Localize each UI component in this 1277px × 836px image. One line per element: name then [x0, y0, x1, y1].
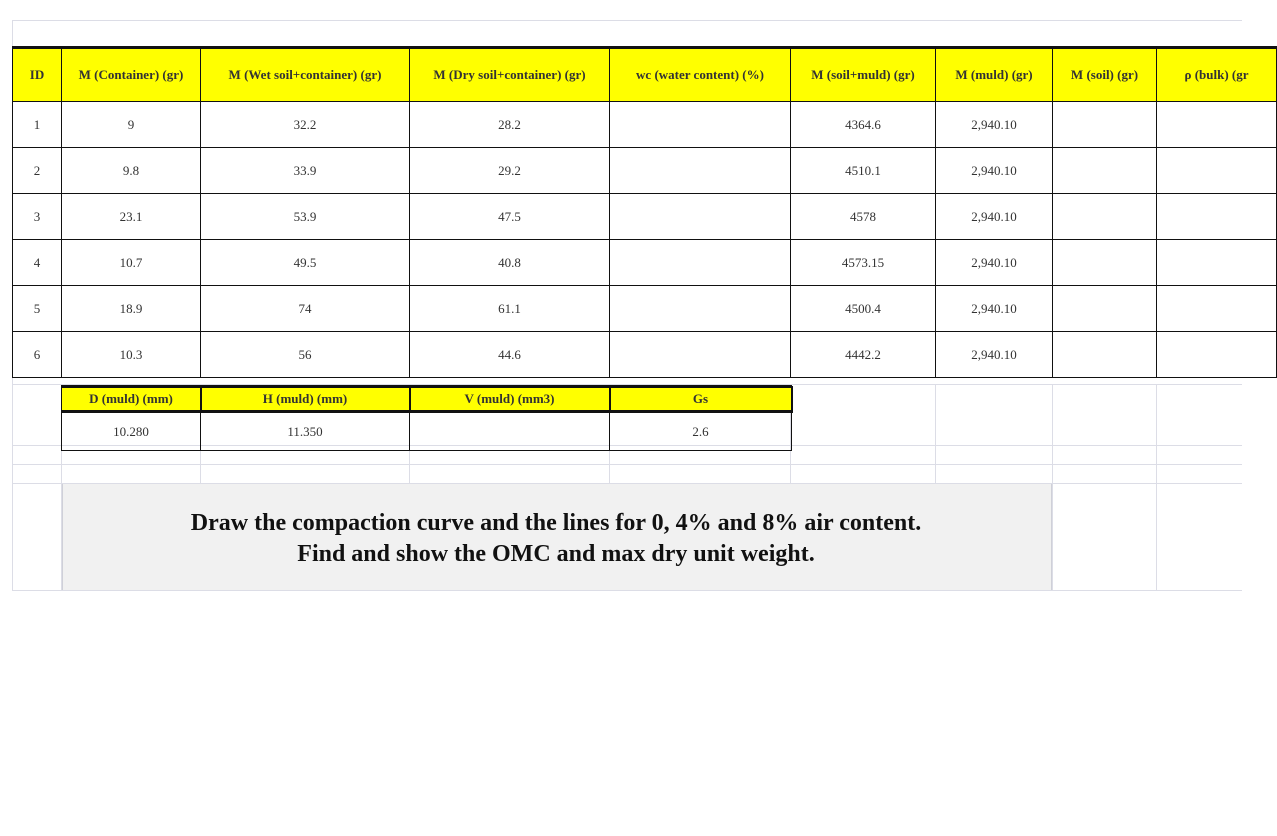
header-m-wet-soil-container[interactable]: M (Wet soil+container) (gr) [201, 48, 410, 102]
instruction-line-1: Draw the compaction curve and the lines for 0, 4% and 8% air content. [190, 510, 922, 536]
cell-m-wet[interactable]: 49.5 [201, 240, 410, 286]
cell-gs[interactable]: 2.6 [610, 412, 792, 451]
cell-m-muld[interactable]: 2,940.10 [936, 102, 1053, 148]
cell-m-container[interactable]: 10.7 [62, 240, 201, 286]
cell-m-wet[interactable]: 53.9 [201, 194, 410, 240]
cell-m-soil-muld[interactable]: 4573.15 [791, 240, 936, 286]
header-m-soil[interactable]: M (soil) (gr) [1053, 48, 1157, 102]
cell-m-container[interactable]: 10.3 [62, 332, 201, 378]
cell-rho-bulk[interactable] [1157, 102, 1277, 148]
instruction-line-2: Find and show the OMC and max dry unit weight. [297, 541, 815, 567]
table-row [13, 332, 1277, 378]
cell-m-soil[interactable] [1053, 286, 1157, 332]
header-gs[interactable]: Gs [610, 387, 792, 412]
cell-id[interactable]: 1 [13, 102, 62, 148]
cell-m-muld[interactable]: 2,940.10 [936, 332, 1053, 378]
cell-rho-bulk[interactable] [1157, 332, 1277, 378]
cell-m-dry[interactable]: 61.1 [410, 286, 610, 332]
cell-rho-bulk[interactable] [1157, 286, 1277, 332]
cell-m-wet[interactable]: 56 [201, 332, 410, 378]
cell-m-container[interactable]: 9 [62, 102, 201, 148]
cell-m-wet[interactable]: 32.2 [201, 102, 410, 148]
cell-water-content[interactable] [610, 240, 791, 286]
table-row [62, 412, 792, 451]
cell-id[interactable]: 3 [13, 194, 62, 240]
header-m-muld[interactable]: M (muld) (gr) [936, 48, 1053, 102]
cell-m-soil-muld[interactable]: 4364.6 [791, 102, 936, 148]
cell-m-dry[interactable]: 29.2 [410, 148, 610, 194]
cell-id[interactable]: 5 [13, 286, 62, 332]
cell-m-soil-muld[interactable]: 4442.2 [791, 332, 936, 378]
cell-water-content[interactable] [610, 286, 791, 332]
cell-m-muld[interactable]: 2,940.10 [936, 148, 1053, 194]
cell-water-content[interactable] [610, 194, 791, 240]
cell-m-container[interactable]: 23.1 [62, 194, 201, 240]
cell-m-muld[interactable]: 2,940.10 [936, 240, 1053, 286]
cell-m-soil[interactable] [1053, 102, 1157, 148]
cell-rho-bulk[interactable] [1157, 240, 1277, 286]
header-rho-bulk[interactable]: ρ (bulk) (gr [1157, 48, 1277, 102]
cell-m-soil-muld[interactable]: 4510.1 [791, 148, 936, 194]
gridline [12, 20, 1242, 21]
cell-water-content[interactable] [610, 332, 791, 378]
table-row [13, 240, 1277, 286]
cell-m-container[interactable]: 18.9 [62, 286, 201, 332]
header-id[interactable]: ID [13, 48, 62, 102]
cell-m-soil[interactable] [1053, 332, 1157, 378]
gridline [935, 384, 936, 484]
muld-properties-table [61, 385, 792, 451]
cell-m-container[interactable]: 9.8 [62, 148, 201, 194]
table-row [13, 102, 1277, 148]
cell-m-wet[interactable]: 33.9 [201, 148, 410, 194]
cell-d-muld[interactable]: 10.280 [62, 412, 201, 451]
header-d-muld[interactable]: D (muld) (mm) [62, 387, 201, 412]
instruction-box[interactable] [62, 484, 1052, 590]
header-m-dry-soil-container[interactable]: M (Dry soil+container) (gr) [410, 48, 610, 102]
table-row [13, 148, 1277, 194]
cell-m-dry[interactable]: 47.5 [410, 194, 610, 240]
cell-water-content[interactable] [610, 102, 791, 148]
cell-m-soil-muld[interactable]: 4578 [791, 194, 936, 240]
header-v-muld[interactable]: V (muld) (mm3) [410, 387, 610, 412]
cell-m-dry[interactable]: 28.2 [410, 102, 610, 148]
cell-id[interactable]: 2 [13, 148, 62, 194]
cell-m-wet[interactable]: 74 [201, 286, 410, 332]
gridline [1052, 384, 1053, 590]
cell-m-soil[interactable] [1053, 240, 1157, 286]
cell-m-soil[interactable] [1053, 194, 1157, 240]
gridline [1156, 384, 1157, 590]
cell-m-muld[interactable]: 2,940.10 [936, 194, 1053, 240]
table-row [13, 194, 1277, 240]
gridline [12, 464, 1242, 465]
cell-m-dry[interactable]: 44.6 [410, 332, 610, 378]
cell-id[interactable]: 4 [13, 240, 62, 286]
cell-m-dry[interactable]: 40.8 [410, 240, 610, 286]
header-m-container[interactable]: M (Container) (gr) [62, 48, 201, 102]
header-row [13, 48, 1277, 102]
cell-rho-bulk[interactable] [1157, 148, 1277, 194]
cell-id[interactable]: 6 [13, 332, 62, 378]
gridline [12, 590, 1242, 591]
header-m-soil-muld[interactable]: M (soil+muld) (gr) [791, 48, 936, 102]
cell-h-muld[interactable]: 11.350 [201, 412, 410, 451]
cell-water-content[interactable] [610, 148, 791, 194]
table-row [13, 286, 1277, 332]
header-water-content[interactable]: wc (water content) (%) [610, 48, 791, 102]
cell-m-soil[interactable] [1053, 148, 1157, 194]
cell-m-soil-muld[interactable]: 4500.4 [791, 286, 936, 332]
compaction-data-table [12, 46, 1277, 378]
header-h-muld[interactable]: H (muld) (mm) [201, 387, 410, 412]
cell-v-muld[interactable] [410, 412, 610, 451]
header-row [62, 387, 792, 412]
cell-m-muld[interactable]: 2,940.10 [936, 286, 1053, 332]
cell-rho-bulk[interactable] [1157, 194, 1277, 240]
